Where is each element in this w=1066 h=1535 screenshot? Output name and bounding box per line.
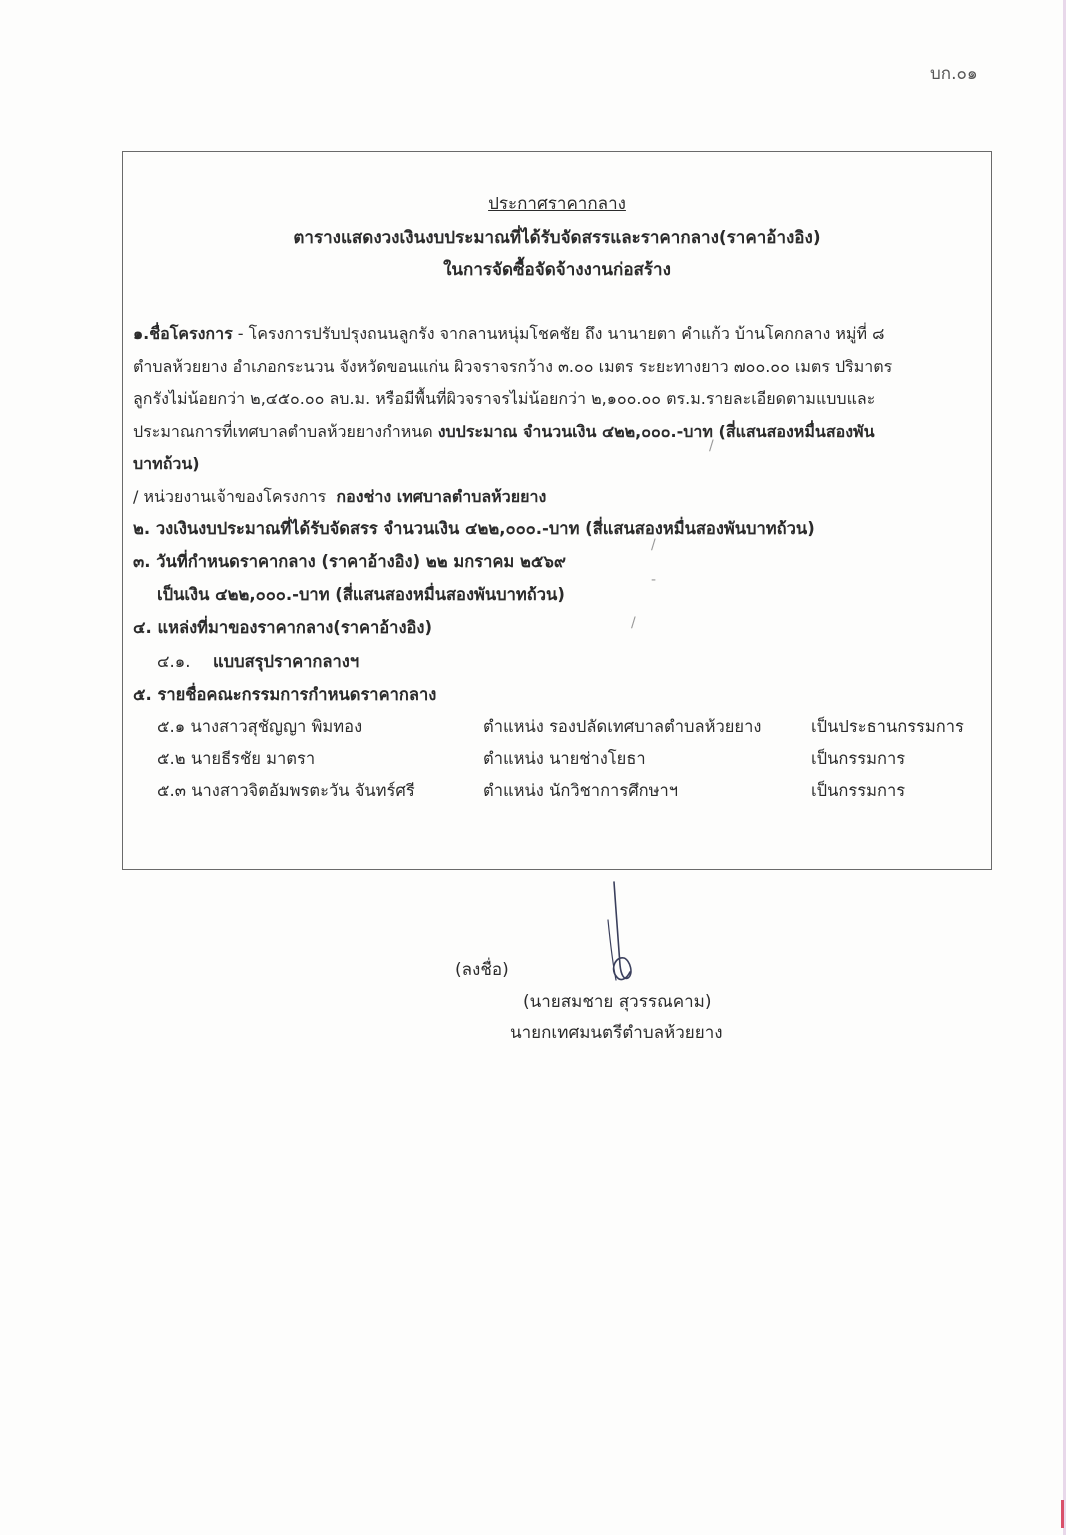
section-4-item-text: แบบสรุปราคากลางฯ [213,652,360,671]
title-announcement: ประกาศราคากลาง [488,194,626,214]
project-label: ๑.ชื่อโครงการ [133,324,233,343]
project-text-4: ประมาณการที่เทศบาลตำบลห้วยยางกำหนด [133,421,438,441]
signature-scribble [590,880,650,990]
member-3-name: ๕.๓ นางสาวจิตอัมพรตะวัน จันทร์ศรี [157,781,415,800]
title-table: ตารางแสดงวงเงินงบประมาณที่ได้รับจัดสรรและราคากลาง(ราคาอ้างอิง) [293,228,821,248]
section-5-committee: ๕. รายชื่อคณะกรรมการกำหนดราคากลาง [133,685,437,704]
member-2-role: เป็นกรรมการ [811,749,906,768]
member-2-position: ตำแหน่ง นายช่างโยธา [483,749,646,768]
budget-text-end: บาทถ้วน) [133,454,200,473]
member-1-role: เป็นประธานกรรมการ [811,717,964,736]
signatory-name: (นายสมชาย สุวรรณคาม) [523,992,712,1012]
signatory-position: นายกเทศมนตรีตำบลห้วยยาง [510,1023,723,1043]
page-edge-mark [1061,1500,1064,1528]
member-3-position: ตำแหน่ง นักวิชาการศึกษาฯ [483,781,679,800]
member-3-role: เป็นกรรมการ [811,781,906,800]
pen-tick-mark: - [651,572,657,588]
pen-tick-mark: / [709,438,714,454]
member-1-name: ๕.๑ นางสาวสุชัญญา พิมทอง [157,717,363,736]
member-1-position: ตำแหน่ง รองปลัดเทศบาลตำบลห้วยยาง [483,717,762,736]
section-3-date: ๓. วันที่กำหนดราคากลาง (ราคาอ้างอิง) ๒๒ มกราคม ๒๕๖๙ [133,552,566,571]
project-paragraph [133,318,981,513]
project-line-2: ตำบลห้วยยาง อำเภอกระนวน จังหวัดขอนแก่น ผิวจราจรกว้าง ๓.๐๐ เมตร ระยะทางยาว ๗๐๐.๐๐ เมตร ปริมาตร [133,356,893,376]
form-code: บก.๐๑ [930,64,978,84]
project-line-3: ลูกรังไม่น้อยกว่า ๒,๔๕๐.๐๐ ลบ.ม. หรือมีพื้นที่ผิวจราจรไม่น้อยกว่า ๒,๑๐๐.๐๐ ตร.ม.รายละเอียดตามแบบและ [133,389,876,408]
project-line-4 [133,416,981,449]
title-procurement: ในการจัดซื้อจัดจ้างงานก่อสร้าง [443,260,671,280]
pen-tick-mark: / [631,615,636,631]
section-4-item-no: ๔.๑. [157,652,191,671]
project-text-1: - โครงการปรับปรุงถนนลูกรัง จากลานหนุ่มโชคชัย ถึง นานายตา คำแก้ว บ้านโคกกลาง หมู่ที่ ๘ [232,324,885,343]
agency-value: กองช่าง เทศบาลตำบลห้วยยาง [336,486,547,506]
budget-text: งบประมาณ จำนวนเงิน ๔๒๒,๐๐๐.-บาท (สี่แสนสองหมื่นสองพัน [437,421,875,441]
member-2-name: ๕.๒ นายธีรชัย มาตรา [157,749,316,768]
section-3-amount: เป็นเงิน ๔๒๒,๐๐๐.-บาท (สี่แสนสองหมื่นสองพันบาทถ้วน) [157,585,565,604]
signature-label: (ลงชื่อ) [455,960,509,980]
section-2-budget: ๒. วงเงินงบประมาณที่ได้รับจัดสรร จำนวนเงิน ๔๒๒,๐๐๐.-บาท (สี่แสนสองหมื่นสองพันบาทถ้วน) [133,519,815,538]
project-line-1 [133,318,981,351]
pen-tick-mark: / [651,537,656,553]
agency-line [133,481,981,514]
announcement-box [122,151,992,870]
section-4-source: ๔. แหล่งที่มาของราคากลาง(ราคาอ้างอิง) [133,618,433,637]
agency-prefix: / หน่วยงานเจ้าของโครงการ [133,486,327,506]
